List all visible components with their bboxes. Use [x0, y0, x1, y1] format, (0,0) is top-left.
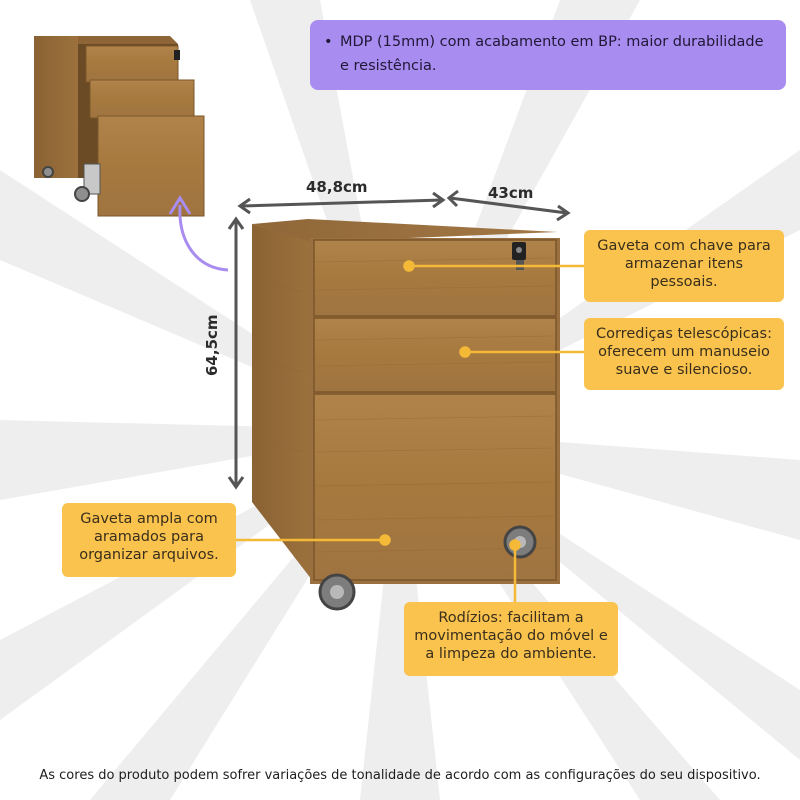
depth-label: 43cm [488, 184, 534, 202]
callout-text: Corrediças telescópicas: [595, 326, 772, 342]
bullet-icon: • [324, 34, 333, 50]
callout-text: movimentação do móvel e [414, 628, 608, 644]
callout-text: organizar arquivos. [79, 547, 219, 563]
callout-text: suave e silencioso. [615, 362, 753, 378]
callout-text: Gaveta com chave para [597, 238, 771, 254]
callout-casters [404, 602, 618, 676]
width-label: 48,8cm [306, 178, 368, 196]
feature-line-1 [324, 30, 772, 54]
callout-text: a limpeza do ambiente. [425, 646, 597, 662]
feature-line-2 [324, 54, 772, 78]
callout-telescopic-slides [584, 318, 784, 390]
callout-text: pessoais. [650, 274, 718, 290]
callout-text: Gaveta ampla com [80, 511, 218, 527]
callout-text: oferecem um manuseio [598, 344, 770, 360]
height-label: 64,5cm [203, 314, 221, 376]
feature-text-1: MDP (15mm) com acabamento em BP: maior durabilidade [340, 34, 764, 50]
thumbnail-cabinet [34, 36, 204, 216]
color-disclaimer: As cores do produto podem sofrer variações de tonalidade de acordo com as configurações do seu dispositivo. [39, 768, 761, 783]
callout-text: armazenar itens [624, 256, 744, 272]
callout-large-drawer [62, 503, 236, 577]
feature-banner [310, 20, 786, 90]
feature-text-2: e resistência. [340, 58, 437, 74]
callout-locked-drawer [584, 230, 784, 302]
callout-text: Rodízios: facilitam a [438, 610, 584, 626]
callout-text: aramados para [94, 529, 204, 545]
